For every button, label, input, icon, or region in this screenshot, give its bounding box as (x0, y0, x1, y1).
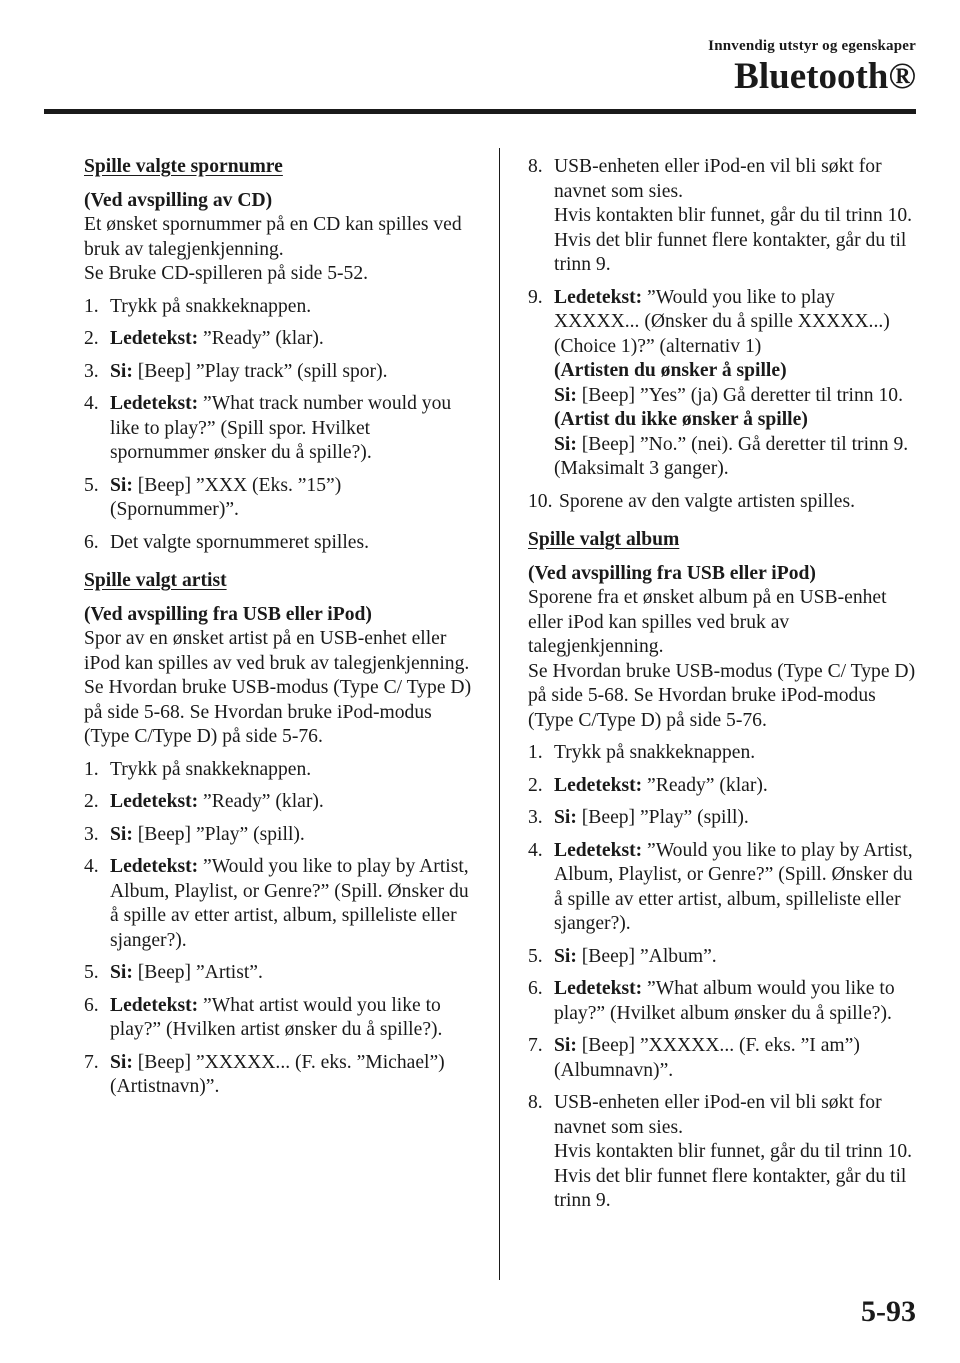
step-item: 2. Ledetekst: ”Ready” (klar). (84, 328, 324, 349)
step-item: 4. Ledetekst: ”What track number would you like to play?” (Spill spor. Hvilket spornummer ønsker du å spille?). (84, 393, 452, 463)
step-item: 1. Trykk på snakkeknappen. (84, 758, 312, 780)
header-section-label: Innvendig utstyr og egenskaper (708, 38, 916, 54)
step-item: 10. Sporene av den valgte artisten spilles. (528, 490, 856, 512)
header-title: Bluetooth® (734, 56, 916, 97)
header-rule (44, 109, 916, 114)
page-number: 5-93 (861, 1295, 916, 1328)
section-reference: Se Hvordan bruke USB-modus (Type C/ Type D) på side 5-68. Se Hvordan bruke iPod-modus (Type C/Type D) på side 5-76. (528, 660, 916, 731)
step-item: 5. Si: [Beep] ”Album”. (528, 945, 717, 967)
steps-list-tracknumber (84, 295, 474, 556)
steps-list-album (528, 741, 918, 1214)
section-title-artist: Spille valgt artist (84, 570, 227, 591)
section-title-album: Spille valgt album (528, 529, 680, 550)
steps-list-artist (84, 758, 474, 1100)
step-item: 3. Si: [Beep] ”Play track” (spill spor). (84, 360, 388, 382)
step-item: 6. Det valgte spornummeret spilles. (84, 531, 370, 553)
step-item: 2. Ledetekst: ”Ready” (klar). (528, 774, 768, 796)
section-subtitle: (Ved avspilling av CD) (84, 189, 273, 211)
step-item: 7. Si: [Beep] ”XXXXX... (F. eks. ”I am”) (Albumnavn)”. (528, 1035, 860, 1081)
step-item: 6. Ledetekst: ”What album would you like to play?” (Hvilket album ønsker du å spille?). (528, 978, 895, 1024)
step-item: 1. Trykk på snakkeknappen. (84, 295, 312, 317)
step-item: 7. Si: [Beep] ”XXXXX... (F. eks. ”Michael”) (Artistnavn)”. (84, 1051, 445, 1097)
left-column (84, 155, 474, 1108)
step-item: 4. Ledetekst: ”Would you like to play by Artist, Album, Playlist, or Genre?” (Spill. Ønsker du å spille av etter artist, album, spilleliste eller sjanger?). (84, 856, 469, 951)
step-item: 8. USB-enheten eller iPod-en vil bli søkt for navnet som sies. Hvis kontakten blir funnet, går du til trinn 10. Hvis det blir funnet flere kontakter, går du til trinn 9. (528, 1092, 913, 1211)
section-reference: Se Hvordan bruke USB-modus (Type C/ Type D) på side 5-68. Se Hvordan bruke iPod-modus (Type C/Type D) på side 5-76. (84, 677, 472, 747)
section-intro: Spor av en ønsket artist på en USB-enhet eller iPod kan spilles av ved bruk av talegjenkjenning. (84, 628, 470, 674)
step-item: 8. USB-enheten eller iPod-en vil bli søkt for navnet som sies. Hvis kontakten blir funnet, går du til trinn 10. Hvis det blir funnet flere kontakter, går du til trinn 9. (528, 156, 913, 275)
steps-list-artist-continued (528, 155, 918, 514)
right-column (528, 155, 918, 1222)
step-item: 3. Si: [Beep] ”Play” (spill). (528, 807, 749, 828)
column-divider (499, 148, 500, 1280)
step-item: 2. Ledetekst: ”Ready” (klar). (84, 791, 324, 812)
section-subtitle: (Ved avspilling fra USB eller iPod) (84, 603, 372, 625)
section-subtitle: (Ved avspilling fra USB eller iPod) (528, 562, 816, 584)
step-item: 5. Si: [Beep] ”XXX (Eks. ”15”) (Spornummer)”. (84, 474, 342, 520)
step-item: 6. Ledetekst: ”What artist would you like to play?” (Hvilken artist ønsker du å spille?). (84, 994, 443, 1040)
section-title-tracknumber: Spille valgte spornumre (84, 156, 283, 177)
step-item: 1. Trykk på snakkeknappen. (528, 742, 756, 763)
step-item: 3. Si: [Beep] ”Play” (spill). (84, 823, 305, 845)
section-intro: Sporene fra et ønsket album på en USB-enhet eller iPod kan spilles ved bruk av talegjenkjenning. (528, 587, 887, 657)
step-item: 4. Ledetekst: ”Would you like to play by Artist, Album, Playlist, or Genre?” (Spill. Ønsker du å spille av etter artist, album, spilleliste eller sjanger?). (528, 839, 913, 934)
step-item: 5. Si: [Beep] ”Artist”. (84, 962, 263, 983)
step-item: 9. Ledetekst: ”Would you like to play XXXXX... (Ønsker du å spille XXXXX...) (Choice 1)?” (alternativ 1) (Artisten du ønsker å spille) Si: [Beep] ”Yes” (ja) Gå deretter til trinn 10. (Artist du ikke ønsker å spille) Si: [Beep] ”No.” (nei). Gå deretter til trinn 9. (Maksimalt 3 ganger). (528, 286, 909, 479)
section-reference: Se Bruke CD-spilleren på side 5-52. (84, 263, 369, 284)
section-intro: Et ønsket spornummer på en CD kan spilles ved bruk av talegjenkjenning. (84, 214, 462, 260)
